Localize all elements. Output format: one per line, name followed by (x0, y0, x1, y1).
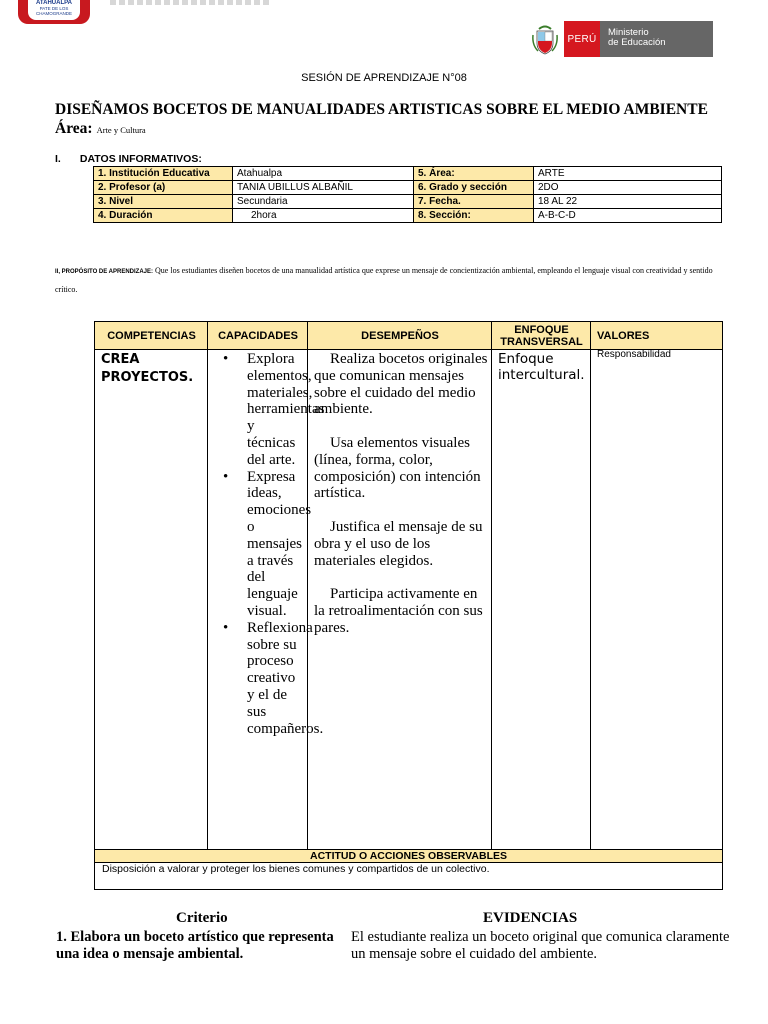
table-value: TANIA UBILLUS ALBAÑIL (233, 181, 414, 195)
table-row (94, 181, 722, 195)
header-decoration (110, 0, 270, 5)
table-label: 2. Profesor (a) (94, 181, 233, 195)
column-divider (95, 322, 208, 849)
desempenos-list (314, 351, 490, 653)
evidencias-heading: EVIDENCIAS (483, 910, 578, 926)
table-label: 5. Área: (414, 167, 534, 181)
school-logo-line: CHAMOGRANDE (35, 11, 72, 16)
table-row (94, 195, 722, 209)
table-label: 7. Fecha. (414, 195, 534, 209)
area-value: Arte y Cultura (96, 125, 146, 135)
table-label: 6. Grado y sección (414, 181, 534, 195)
table-value: 2DO (534, 181, 722, 195)
list-item: • Expresa ideas, emociones o mensajes a través del lenguaje visual. (213, 469, 303, 620)
table-value: 2hora (233, 209, 414, 223)
section-number: I. (55, 153, 61, 165)
peru-label: PERÚ (564, 21, 600, 57)
header-competencias: COMPETENCIAS (107, 330, 196, 342)
info-table (93, 166, 722, 223)
enfoque-text: Enfoque intercultural. (498, 351, 585, 383)
table-label: 8. Sección: (414, 209, 534, 223)
valores-text: Responsabilidad (597, 349, 671, 360)
list-item: • Reflexiona sobre su proceso creativo y el de sus compañeros. (213, 620, 303, 738)
area-line (55, 120, 146, 138)
section-title: DATOS INFORMATIVOS: (79, 153, 202, 165)
header-enfoque: ENFOQUE TRANSVERSAL (500, 324, 583, 348)
competencia-text: CREA PROYECTOS. (101, 352, 194, 385)
criterio-heading: Criterio (176, 910, 228, 926)
purpose-paragraph (55, 262, 715, 298)
desempeno-item: Realiza bocetos originales que comunican mensajes sobre el cuidado del medio ambiente. (314, 351, 488, 418)
capacidades-list (213, 351, 325, 737)
section-heading (55, 153, 202, 165)
desempeno-item: Justifica el mensaje de su obra y el uso de los materiales elegidos. (314, 518, 483, 569)
table-label: 4. Duración (94, 209, 233, 223)
page-title: DISEÑAMOS BOCETOS DE MANUALIDADES ARTISTICAS SOBRE EL MEDIO AMBIENTE (55, 101, 708, 118)
desempeno-item: Participa activamente en la retroalimentación con sus pares. (314, 586, 483, 636)
purpose-text: Que los estudiantes diseñen bocetos de una manualidad artística que exprese un mensaje de concientización ambiental, empleando el lenguaje visual con creatividad y sentido crítico. (55, 266, 713, 294)
header-valores: VALORES (597, 330, 650, 342)
header-desempenos: DESEMPEÑOS (361, 330, 439, 342)
header-capacidades: CAPACIDADES (218, 330, 298, 342)
table-label: 3. Nivel (94, 195, 233, 209)
criterio-text: 1. Elabora un boceto artístico que representa una idea o mensaje ambiental. (56, 929, 334, 962)
ministry-line: de Educación (608, 37, 666, 48)
table-label: 1. Institución Educativa (94, 167, 233, 181)
actitud-header: ACTITUD O ACCIONES OBSERVABLES (95, 849, 722, 863)
table-value: Atahualpa (233, 167, 414, 181)
school-logo-line: PATE DE LOS (39, 6, 69, 11)
ministry-logo (530, 21, 713, 57)
table-value: ARTE (534, 167, 722, 181)
competencies-table (94, 321, 723, 890)
desempeno-item: Usa elementos visuales (línea, forma, color, composición) con intención artística. (314, 434, 481, 502)
evidencias-text: El estudiante realiza un boceto original que comunica claramente un mensaje sobre el cuidado del ambiente. (351, 929, 730, 962)
area-label: Área: (55, 120, 93, 137)
school-logo (18, 0, 90, 24)
actitud-text: Disposición a valorar y proteger los bienes comunes y compartidos de un colectivo. (102, 863, 490, 875)
table-value: A-B-C-D (534, 209, 722, 223)
school-logo-line: ATAHUALPA (36, 0, 72, 6)
list-item: • Explora elementos, materiales, herramientas y técnicas del arte. (213, 351, 303, 469)
table-value: Secundaria (233, 195, 414, 209)
table-value: 18 AL 22 (534, 195, 722, 209)
ministry-line: Ministerio (608, 27, 649, 38)
table-row (94, 209, 722, 223)
column-divider (492, 322, 591, 849)
table-row (94, 167, 722, 181)
session-title: SESIÓN DE APRENDIZAJE N°08 (301, 72, 467, 84)
ministry-label (600, 21, 713, 57)
purpose-label: II, PROPÓSITO DE APRENDIZAJE: (55, 269, 154, 275)
coat-of-arms-icon (530, 21, 560, 57)
